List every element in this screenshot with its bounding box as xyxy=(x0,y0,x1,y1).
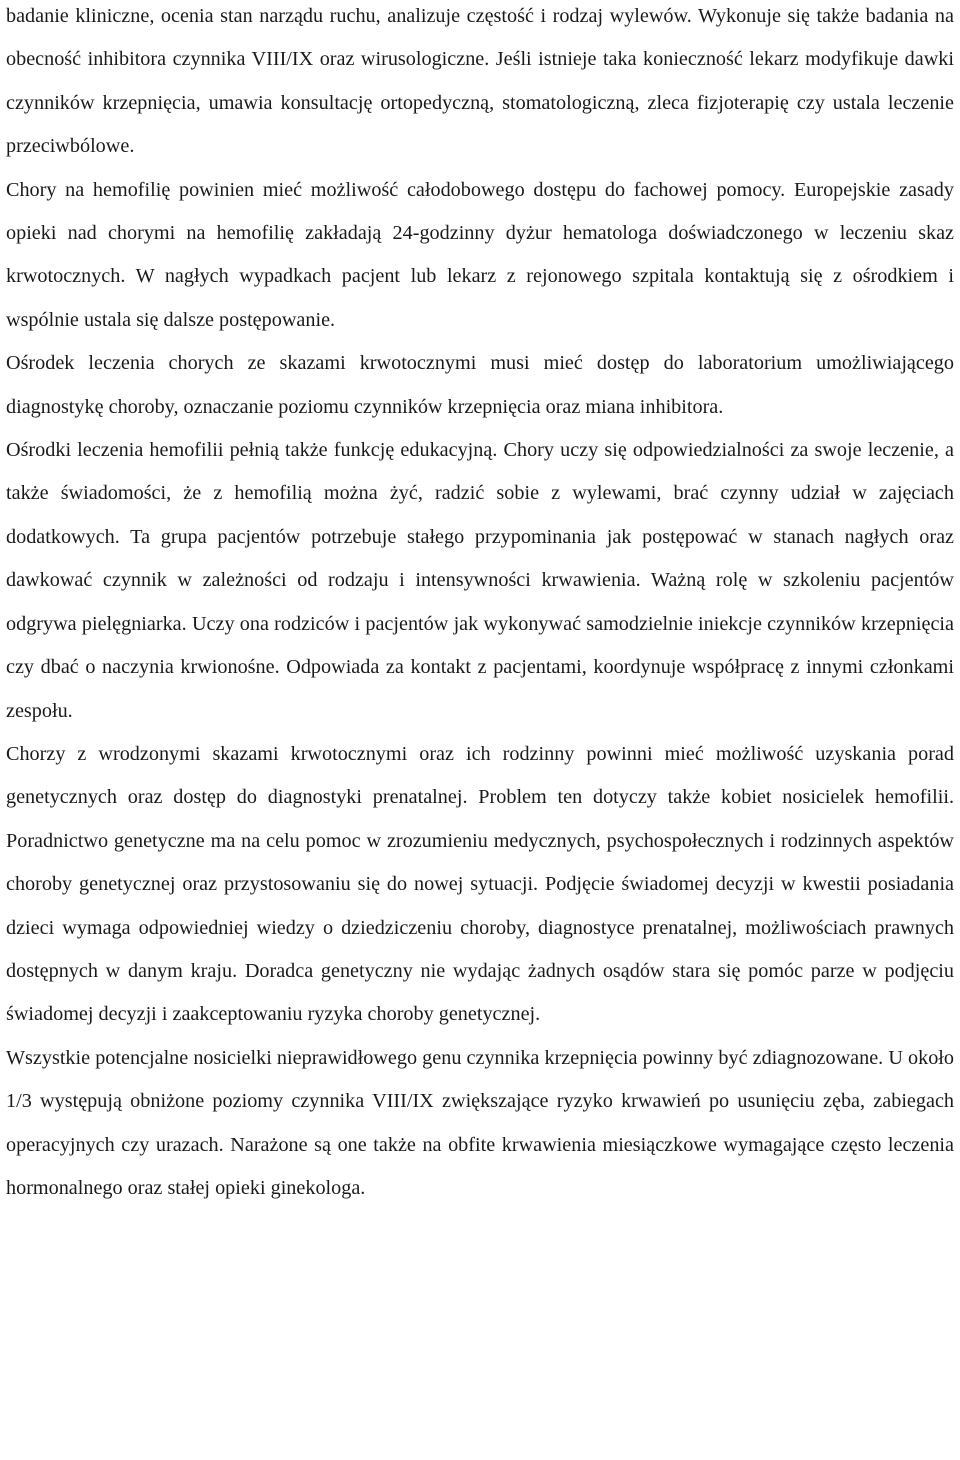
sentence: U około 1/3 występują obniżone poziomy czynnika VIII/IX zwiększające ryzyko krwawień po usunięciu zęba, zabiegach operacyjnych czy urazach. xyxy=(6,1046,955,1156)
paragraph-carriers xyxy=(6,1037,954,1211)
sentence: Ośrodki leczenia hemofilii pełnią także funkcję edukacyjną. xyxy=(6,439,498,462)
sentence: Narażone są one także na obfite krwawienia miesiączkowe wymagające często leczenia hormonalnego oraz stałej opieki ginekologa. xyxy=(6,1133,954,1199)
sentence: Wykonuje się także badania na obecność inhibitora czynnika VIII/IX oraz wirusologiczne. xyxy=(6,5,954,71)
sentence: Chory uczy się odpowiedzialności za swoje leczenie, a także świadomości, że z hemofilią można żyć, radzić sobie z wylewami, brać czynny udział w zajęciach dodatkowych. xyxy=(6,439,954,548)
paragraph-genetic-counselling xyxy=(6,733,954,1037)
sentence: Chory na hemofilię powinien mieć możliwość całodobowego dostępu do fachowej pomocy. xyxy=(6,178,786,201)
sentence: Doradca genetyczny nie wydając żadnych osądów stara się pomóc parze w podjęciu świadomej decyzji i zaakceptowaniu ryzyka choroby genetycznej. xyxy=(6,959,955,1026)
document-body xyxy=(6,0,954,1210)
sentence: Ośrodek leczenia chorych ze skazami krwotocznymi musi mieć dostęp do laboratorium umożliwiającego diagnostykę choroby, oznaczanie poziomu czynników krzepnięcia oraz miana inhibitora. xyxy=(6,352,954,418)
paragraph-round-the-clock-care xyxy=(6,169,954,343)
sentence: Podjęcie świadomej decyzji w kwestii posiadania dzieci wymaga odpowiedniej wiedzy o dziedziczeniu choroby, diagnostyce prenatalnej, możliwościach prawnych dostępnych w danym kraju. xyxy=(6,873,955,982)
paragraph-education xyxy=(6,429,954,733)
sentence: Uczy ona rodziców i pacjentów jak wykonywać samodzielnie iniekcje czynników krzepnięcia czy dbać o naczynia krwionośne. xyxy=(6,612,954,679)
sentence: Poradnictwo genetyczne ma na celu pomoc w zrozumieniu medycznych, psychospołecznych i rodzinnych aspektów choroby genetycznej oraz przystosowaniu się do nowej sytuacji. xyxy=(6,829,954,896)
sentence: Odpowiada za kontakt z pacjentami, koordynuje współpracę z innymi członkami zespołu. xyxy=(6,656,954,722)
sentence: badanie kliniczne, ocenia stan narządu ruchu, analizuje częstość i rodzaj wylewów. xyxy=(6,5,692,27)
paragraph-laboratory xyxy=(6,342,954,429)
sentence: Wszystkie potencjalne nosicielki nieprawidłowego genu czynnika krzepnięcia powinny być zdiagnozowane. xyxy=(6,1046,884,1069)
sentence: W nagłych wypadkach pacjent lub lekarz z rejonowego szpitala kontaktują się z ośrodkiem i wspólnie ustala się dalsze postępowanie. xyxy=(6,265,954,331)
sentence: Problem ten dotyczy także kobiet nosicielek hemofilii. xyxy=(467,786,955,809)
sentence: Chorzy z wrodzonymi skazami krwotocznymi oraz ich rodzinny powinni mieć możliwość uzyskania porad genetycznych oraz dostęp do diagnostyki prenatalnej. xyxy=(6,742,954,809)
sentence: Europejskie zasady opieki nad chorymi na hemofilię zakładają 24-godzinny dyżur hematologa doświadczonego w leczeniu skaz krwotocznych. xyxy=(6,178,954,288)
paragraph-diagnostics xyxy=(6,0,954,169)
sentence: Jeśli istnieje taka konieczność lekarz modyfikuje dawki czynników krzepnięcia, umawia konsultację ortopedyczną, stomatologiczną, zleca fizjoterapię czy ustala leczenie przeciwbólowe. xyxy=(6,48,954,158)
sentence: Ważną rolę w szkoleniu pacjentów odgrywa pielęgniarka. xyxy=(6,569,954,635)
sentence: Ta grupa pacjentów potrzebuje stałego przypominania jak postępować w stanach nagłych oraz dawkować czynnik w zależności od rodzaju i intensywności krwawienia. xyxy=(6,525,954,592)
